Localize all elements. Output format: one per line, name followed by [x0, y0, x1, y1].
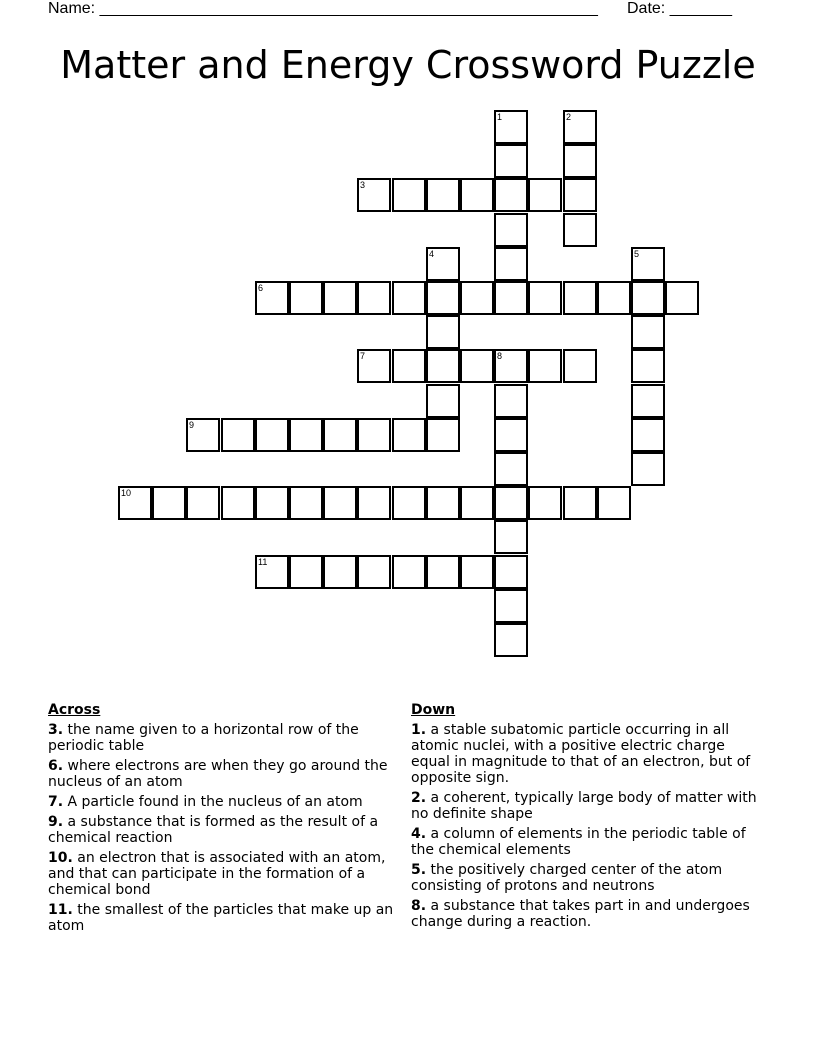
- crossword-cell[interactable]: [426, 486, 460, 520]
- crossword-cell[interactable]: [118, 486, 152, 520]
- across-clue-11: [48, 902, 398, 934]
- crossword-cell[interactable]: [631, 384, 665, 418]
- crossword-cell[interactable]: [221, 418, 255, 452]
- crossword-cell[interactable]: [665, 281, 699, 315]
- crossword-cell[interactable]: [426, 349, 460, 383]
- across-clue-3: [48, 722, 398, 754]
- clue-number-label: 4: [429, 249, 435, 259]
- crossword-cell[interactable]: [357, 486, 391, 520]
- crossword-cell[interactable]: [528, 281, 562, 315]
- crossword-cell[interactable]: [494, 589, 528, 623]
- crossword-cell[interactable]: [563, 281, 597, 315]
- across-clue-9: [48, 814, 398, 846]
- clue-text: where electrons are when they go around the nucleus of an atom: [48, 758, 388, 790]
- across-clues: [48, 702, 398, 938]
- crossword-cell[interactable]: [426, 384, 460, 418]
- crossword-cell[interactable]: [460, 281, 494, 315]
- crossword-cell[interactable]: [357, 178, 391, 212]
- down-clues: [411, 702, 761, 934]
- crossword-cell[interactable]: [323, 486, 357, 520]
- crossword-cell[interactable]: [392, 555, 426, 589]
- crossword-cell[interactable]: [494, 110, 528, 144]
- clue-number: 11.: [48, 902, 73, 918]
- clue-number-label: 5: [634, 249, 640, 259]
- crossword-cell[interactable]: [426, 178, 460, 212]
- down-clue-2: [411, 790, 761, 822]
- clue-number: 5.: [411, 862, 427, 878]
- clue-number-label: 7: [360, 351, 366, 361]
- clue-number-label: 2: [566, 112, 572, 122]
- crossword-cell[interactable]: [323, 418, 357, 452]
- name-field[interactable]: Name: ________________________________________________________: [48, 0, 598, 17]
- crossword-cell[interactable]: [255, 281, 289, 315]
- crossword-cell[interactable]: [426, 555, 460, 589]
- crossword-cell[interactable]: [392, 418, 426, 452]
- crossword-cell[interactable]: [494, 213, 528, 247]
- clue-number: 3.: [48, 722, 64, 738]
- clue-number-label: 6: [258, 283, 264, 293]
- crossword-cell[interactable]: [357, 555, 391, 589]
- crossword-cell[interactable]: [460, 555, 494, 589]
- down-clue-5: [411, 862, 761, 894]
- crossword-cell[interactable]: [392, 486, 426, 520]
- crossword-cell[interactable]: [631, 418, 665, 452]
- crossword-cell[interactable]: [597, 486, 631, 520]
- crossword-cell[interactable]: [494, 349, 528, 383]
- date-field[interactable]: Date: _______: [627, 0, 732, 17]
- clue-text: the smallest of the particles that make up an atom: [48, 902, 394, 934]
- across-clue-7: [48, 794, 398, 810]
- crossword-cell[interactable]: [563, 486, 597, 520]
- clue-number-label: 8: [497, 351, 503, 361]
- crossword-cell[interactable]: [460, 349, 494, 383]
- crossword-cell[interactable]: [494, 452, 528, 486]
- page-title: Matter and Energy Crossword Puzzle: [60, 43, 756, 87]
- crossword-cell[interactable]: [357, 349, 391, 383]
- clue-number: 1.: [411, 722, 427, 738]
- down-heading: Down: [411, 702, 456, 718]
- crossword-cell[interactable]: [460, 486, 494, 520]
- crossword-cell[interactable]: [460, 178, 494, 212]
- clue-number: 9.: [48, 814, 64, 830]
- crossword-cell[interactable]: [255, 418, 289, 452]
- crossword-cell[interactable]: [289, 281, 323, 315]
- clue-number-label: 11: [258, 557, 268, 567]
- clue-text: a stable subatomic particle occurring in all atomic nuclei, with a positive electric charge equal in magnitude to that of an electron, but of opposite sign.: [411, 722, 751, 786]
- crossword-cell[interactable]: [494, 486, 528, 520]
- crossword-cell[interactable]: [494, 281, 528, 315]
- clue-number: 8.: [411, 898, 427, 914]
- crossword-cell[interactable]: [563, 178, 597, 212]
- crossword-cell[interactable]: [597, 281, 631, 315]
- crossword-cell[interactable]: [357, 418, 391, 452]
- down-clue-4: [411, 826, 761, 858]
- crossword-cell[interactable]: [494, 384, 528, 418]
- crossword-cell[interactable]: [221, 486, 255, 520]
- crossword-cell[interactable]: [494, 520, 528, 554]
- crossword-cell[interactable]: [494, 247, 528, 281]
- clue-number-label: 1: [497, 112, 503, 122]
- crossword-cell[interactable]: [289, 486, 323, 520]
- clue-text: a substance that is formed as the result of a chemical reaction: [48, 814, 379, 846]
- clue-number-label: 3: [360, 180, 366, 190]
- down-clue-1: [411, 722, 761, 786]
- crossword-cell[interactable]: [323, 281, 357, 315]
- crossword-cell[interactable]: [323, 555, 357, 589]
- crossword-cell[interactable]: [563, 144, 597, 178]
- clue-text: the positively charged center of the atom consisting of protons and neutrons: [411, 862, 723, 894]
- crossword-cell[interactable]: [631, 247, 665, 281]
- crossword-cell[interactable]: [528, 486, 562, 520]
- crossword-cell[interactable]: [186, 418, 220, 452]
- clue-number-label: 10: [121, 488, 132, 498]
- crossword-cell[interactable]: [289, 418, 323, 452]
- clue-text: A particle found in the nucleus of an atom: [67, 794, 363, 810]
- crossword-cell[interactable]: [528, 349, 562, 383]
- clue-text: an electron that is associated with an atom, and that can participate in the formation of a chemical bond: [48, 850, 386, 898]
- crossword-cell[interactable]: [494, 555, 528, 589]
- crossword-cell[interactable]: [426, 418, 460, 452]
- across-heading: Across: [48, 702, 101, 718]
- clue-text: a substance that takes part in and undergoes change during a reaction.: [411, 898, 750, 930]
- crossword-cell[interactable]: [392, 349, 426, 383]
- crossword-cell[interactable]: [357, 281, 391, 315]
- crossword-cell[interactable]: [563, 213, 597, 247]
- down-clue-8: [411, 898, 761, 930]
- crossword-cell[interactable]: [289, 555, 323, 589]
- crossword-cell[interactable]: [152, 486, 186, 520]
- clue-number: 6.: [48, 758, 64, 774]
- crossword-cell[interactable]: [494, 418, 528, 452]
- crossword-cell[interactable]: [255, 486, 289, 520]
- crossword-cell[interactable]: [494, 144, 528, 178]
- crossword-cell[interactable]: [255, 555, 289, 589]
- crossword-cell[interactable]: [426, 247, 460, 281]
- crossword-cell[interactable]: [528, 178, 562, 212]
- across-clue-6: [48, 758, 398, 790]
- crossword-cell[interactable]: [631, 315, 665, 349]
- crossword-cell[interactable]: [392, 178, 426, 212]
- crossword-cell[interactable]: [494, 178, 528, 212]
- across-clue-10: [48, 850, 398, 898]
- crossword-cell[interactable]: [392, 281, 426, 315]
- clue-number-label: 9: [189, 420, 195, 430]
- crossword-cell[interactable]: [631, 281, 665, 315]
- clue-text: the name given to a horizontal row of the periodic table: [48, 722, 359, 754]
- clue-number: 4.: [411, 826, 427, 842]
- crossword-cell[interactable]: [563, 110, 597, 144]
- crossword-cell[interactable]: [426, 315, 460, 349]
- clue-text: a column of elements in the periodic table of the chemical elements: [411, 826, 746, 858]
- crossword-cell[interactable]: [494, 623, 528, 657]
- clue-number: 2.: [411, 790, 427, 806]
- crossword-cell[interactable]: [426, 281, 460, 315]
- crossword-cell[interactable]: [186, 486, 220, 520]
- crossword-cell[interactable]: [631, 452, 665, 486]
- crossword-cell[interactable]: [563, 349, 597, 383]
- clue-number: 10.: [48, 850, 73, 866]
- crossword-cell[interactable]: [631, 349, 665, 383]
- clue-number: 7.: [48, 794, 64, 810]
- clue-text: a coherent, typically large body of matter with no definite shape: [411, 790, 757, 822]
